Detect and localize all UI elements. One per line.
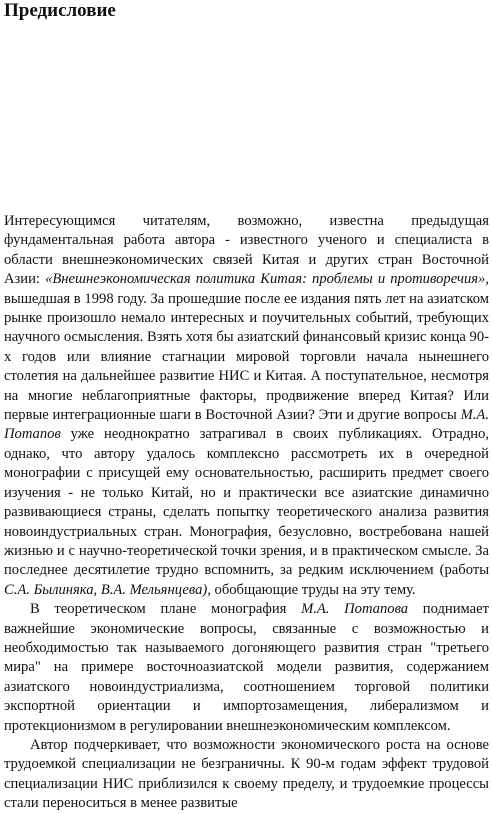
text-run: В теоретическом плане монография — [30, 601, 302, 618]
paragraph — [4, 736, 489, 814]
text-run: Интересующимся читателям, возможно, известна предыдущая фундаментальная работа автора - известного ученого и специалиста в области внешнеэкономических связей Китая и других стран Восточной Азии: — [4, 213, 489, 288]
text-run: Автор подчеркивает, что возможности экономического роста на основе трудоемкой специализации не безграничны. К 90-м годам эффект трудовой специализации НИС приблизился к своему пределу, и трудоемкие процессы стали переноситься в менее развитые — [4, 736, 489, 812]
paragraph — [4, 212, 489, 600]
text-run: уже неоднократно затрагивал в своих публикациях. Отрадно, однако, что автору удалось комплексно рассмотреть их в очередной монографии с присущей ему основательностью, расширить предмет своего изучения - не только Китай, но и практически все азиатские динамично развивающиеся страны, сделать попытку теоретического анализа развития новоиндустриальных стран. Монография, безусловно, востребована нашей жизнью и с научно-теоретической точки зрения, и в практическом смысле. За последнее десятилетие трудно вспомнить, за редким исключением (работы — [4, 426, 489, 579]
text-run: поднимает важнейшие экономические вопросы, связанные с возможностью и необходимостью так называемого догоняющего развития стран "третьего мира" на примере восточноазиатской модели развития, содержанием азиатского новоиндустриализма, соотношением торговой политики экспортной ориентации и импортозамещения, либерализмом и протекционизмом в регулировании внешнеэкономическим комплексом. — [4, 601, 489, 734]
text-run: обобщающие труды на эту тему. — [210, 581, 416, 598]
italic-text: «Внешнеэкономическая политика Китая: проблемы и противоречия», — [45, 271, 489, 288]
body-text — [4, 212, 489, 814]
italic-text: С.А. Былиняка, В.А. Мельянцева), — [4, 581, 211, 598]
italic-text: М.А. Потапов — [4, 407, 489, 443]
paragraph — [4, 600, 489, 736]
page-title: Предисловие — [4, 0, 116, 21]
italic-text: М.А. Потапова — [301, 601, 409, 618]
text-run: вышедшая в 1998 году. За прошедшие после ее издания пять лет на азиатском рынке произошло немало интересных и поучительных событий, требующих научного осмысления. Взять хотя бы азиатский финансовый кризис конца 90-х годов или влияние стагнации мировой торговли начала нынешнего столетия на дальнейшее развитие НИС и Китая. А поступательное, несмотря на многие неблагоприятные факторы, продвижение вперед Китая? Или первые интеграционные шаги в Восточной Азии? Эти и другие вопросы — [4, 290, 489, 424]
